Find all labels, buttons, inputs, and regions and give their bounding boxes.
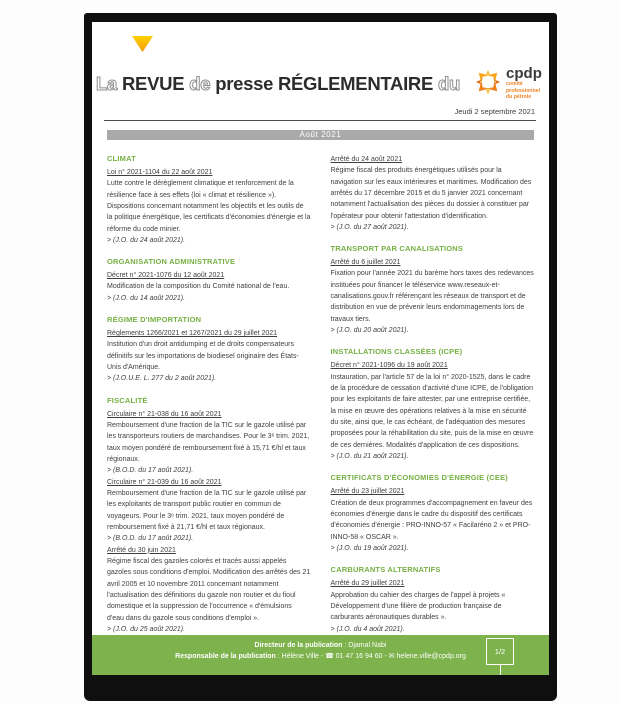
entry-body: Régime fiscal des gazoles colorés et tracés aussi appelés gazoles sous conditions d'emploi. Modification des arrêtés des 21 avril 2005 et 10 novembre 2011 concernant notamment l'actualisation des définitions du gazole non routier et du fioul domestique et la suppression de l'occurrence « d'émulsions d'eau dans du gazole sous conditions d'emploi ». — [107, 558, 311, 622]
section-heading: INSTALLATIONS CLASSÉES (ICPE) — [330, 347, 463, 357]
section-organisation-administrative — [107, 257, 311, 304]
title-word-presse-reglementaire: presse RÉGLEMENTAIRE — [215, 72, 434, 94]
entry-body: Régime fiscal des produits énergétiques utilisés pour la navigation sur les eaux intérieures et maritimes. Modification des arrêtés du 17 décembre 2015 et du 5 janvier 2021 concernant notamment l'actualisation des pièces du dossier à constituer par l'opérateur pour obtenir l'attestation d'identification. — [330, 167, 532, 220]
header-divider — [104, 120, 536, 121]
page-number-tail-line — [500, 665, 501, 675]
publication-credits — [175, 641, 466, 662]
month-banner — [107, 130, 534, 140]
page — [92, 22, 549, 675]
entry-body: Remboursement d'une fraction de la TIC sur le gazole utilisé par les transporteurs routiers de marchandises. Pour le 3ᵉ trim. 2021, taux moyen pondéré de remboursement fixé à 15,71 €/hl et taux régionaux. — [107, 422, 310, 464]
credit-director-label: Directeur de la publication — [254, 642, 343, 650]
entry-title: Décret n° 2021-1076 du 12 août 2021 — [107, 272, 225, 280]
entry-body: Lutte contre le dérèglement climatique et renforcement de la résilience face à ses effets (loi « climat et résilience »). Dispositions concernant notamment les objectifs et les outils de la politique énergétique, les certificats d'économies d'énergie et la réforme du code minier. — [107, 180, 311, 233]
section-fiscalite — [107, 396, 311, 636]
page-number: 1/2 — [494, 647, 506, 657]
cpdp-logo-subtitle-line3: du pétrole — [506, 93, 532, 100]
entry-title: Circulaire n° 21-039 du 16 août 2021 — [107, 478, 222, 486]
entry-reference: > (J.O. du 25 août 2021). — [107, 626, 186, 634]
entry-body: Instauration, par l'article 57 de la loi n° 2020-1525, dans le cadre de la procédure de cessation d'activité d'une ICPE, de l'obligation pour les exploitants de faire attester, par une entreprise certifiée, la mise en œuvre des opérations relatives à la mise en sécurité du site, ainsi que, le cas échéant, de l'adéquation des mesures proposées pour la réhabilitation du site, puis de la mise en œuvre de ces dernières. Modalités d'application de ces dispositions. — [330, 373, 534, 449]
entry-body: Création de deux programmes d'accompagnement en faveur des économies d'énergie dans le cadre du dispositif des certificats d'économies d'énergie : PRO-INNO-57 « Facilaréno 2 » et PRO-INNO-58 « OSCAR ». — [330, 499, 533, 541]
title-word-la: La — [96, 72, 117, 94]
page-footer — [92, 635, 549, 675]
entry-body: Approbation du cahier des charges de l'appel à projets « Développement d'une filière de production française de carburants aéronautiques durables ». — [330, 591, 506, 622]
entry-reference: > (J.O. du 14 août 2021). — [107, 294, 186, 302]
entry-body: Fixation pour l'année 2021 du barème hors taxes des redevances instituées pour financer le téléservice www.reseaux-et-canalisations.gouv.fr référençant les réseaux de transport et de distribution en vue de prévenir leurs endommagements lors de travaux tiers. — [330, 270, 534, 323]
page-number-badge — [486, 638, 514, 665]
content-columns — [92, 154, 549, 635]
page-header — [92, 22, 549, 121]
entry-title: Arrêté du 29 juillet 2021 — [330, 580, 405, 588]
section-regime-d-importation — [107, 315, 311, 385]
entry-title: Décret n° 2021-1096 du 19 août 2021 — [330, 362, 448, 370]
section-heading: CERTIFICATS D'ÉCONOMIES D'ÉNERGIE (CEE) — [330, 473, 508, 483]
entry-title: Arrêté du 6 juillet 2021 — [330, 259, 401, 267]
entry-body: Institution d'un droit antidumping et de droits compensateurs définitifs sur les importations de biodiesel originaire des États-Unis d'Amérique. — [107, 341, 299, 372]
entry-title: Arrêté du 23 juillet 2021 — [330, 488, 405, 496]
cpdp-logo-name: cpdp — [506, 65, 542, 82]
section-climat — [107, 154, 311, 246]
section-heading: FISCALITÉ — [107, 395, 148, 405]
cpdp-starburst-icon — [473, 67, 503, 97]
section-heading: TRANSPORT PAR CANALISATIONS — [330, 244, 464, 254]
entry-reference: > (J.O. du 27 août 2021). — [330, 223, 409, 231]
entry-body: Modification de la composition du Comité national de l'eau. — [107, 283, 290, 291]
section-carburants-alternatifs — [331, 565, 535, 635]
section-heading: RÉGIME D'IMPORTATION — [107, 315, 202, 325]
section-installations-classees-icpe — [331, 347, 535, 462]
entry-title: Règlements 1266/2021 et 1267/2021 du 29 juillet 2021 — [107, 330, 278, 338]
credit-line-director — [175, 641, 466, 652]
title-word-du: du — [438, 72, 461, 94]
credit-responsible-value: : Hélène Ville - ☎ 01 47 16 94 60 - ✉ helene.ville@cpdp.org — [275, 652, 466, 660]
entry-reference: > (J.O. du 4 août 2021). — [330, 625, 405, 633]
credit-responsible-label: Responsable de la publication — [175, 652, 276, 660]
entry-title: Loi n° 2021-1104 du 22 août 2021 — [107, 168, 213, 176]
entry-reference: > (B.O.D. du 17 août 2021). — [107, 535, 194, 543]
section-certificats-d-economies-d-energie-cee — [331, 473, 535, 554]
entry-reference: > (J.O. du 24 août 2021). — [107, 236, 186, 244]
title-word-de: de — [189, 72, 211, 94]
entry-title: Circulaire n° 21-038 du 16 août 2021 — [107, 410, 222, 418]
section-transport-par-canalisations — [331, 244, 535, 336]
issue-date: Jeudi 2 septembre 2021 — [454, 107, 535, 116]
entry-reference: > (B.O.D. du 17 août 2021). — [107, 467, 194, 475]
credit-line-responsible — [175, 652, 466, 663]
entry-title: Arrêté du 24 août 2021 — [330, 155, 403, 163]
entry-reference: > (J.O. du 19 août 2021). — [330, 545, 409, 553]
title-word-revue: REVUE — [122, 72, 185, 94]
left-column — [107, 154, 311, 635]
cpdp-logo-text — [506, 67, 542, 100]
cpdp-logo-subtitle-line2: professionnel — [506, 87, 541, 94]
section-continued — [331, 154, 535, 233]
entry-reference: > (J.O. du 20 août 2021). — [330, 327, 409, 335]
section-heading: CARBURANTS ALTERNATIFS — [330, 565, 441, 575]
entry-body: Remboursement d'une fraction de la TIC sur le gazole utilisé par les exploitants de transport public routier en commun de voyageurs. Pour le 3ᵉ trim. 2021, taux moyen pondéré de remboursement fixé à 21,71 €/hl et taux régionaux. — [107, 490, 307, 532]
entry-reference: > (J.O.U.E. L. 277 du 2 août 2021). — [107, 375, 217, 383]
entry-reference: > (J.O. du 21 août 2021). — [330, 453, 409, 461]
right-column — [331, 154, 535, 635]
month-banner-label: Août 2021 — [299, 130, 342, 140]
section-heading: ORGANISATION ADMINISTRATIVE — [107, 257, 236, 267]
down-triangle-icon — [132, 36, 153, 52]
cpdp-logo-subtitle-line1: comité — [506, 81, 523, 88]
cpdp-logo — [473, 67, 542, 100]
entry-title: Arrêté du 30 juin 2021 — [107, 546, 176, 554]
page-title — [96, 65, 542, 100]
section-heading: CLIMAT — [107, 153, 136, 163]
credit-director-value: : Djamal Nabi — [342, 642, 387, 650]
